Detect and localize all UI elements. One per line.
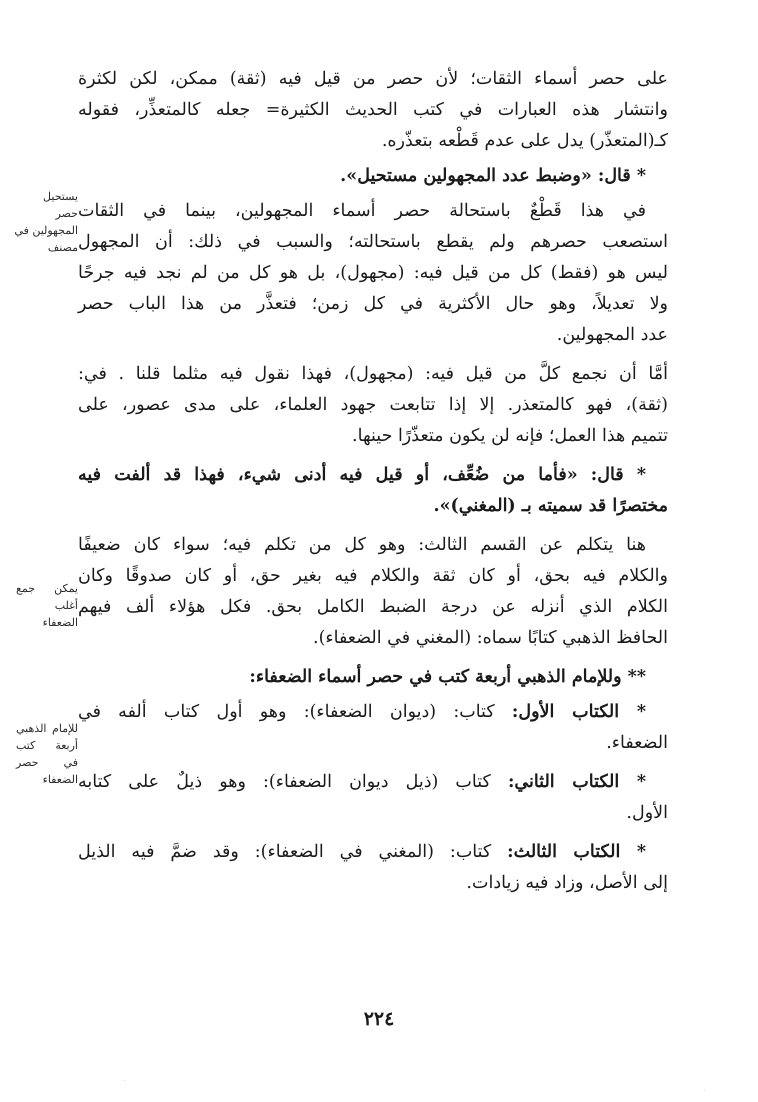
book-cont: إلى الأصل، وزاد فيه زيادات. [466, 873, 668, 893]
margin-note-line: أغلب [54, 599, 78, 612]
text-line: هنا يتكلم عن القسم الثالث: وهو كل من تكلم فيه؛ سواء كان ضعيفًا [78, 535, 646, 555]
margin-note-dhahabi-books [16, 720, 78, 788]
paragraph-3 [78, 359, 668, 452]
text-line: على حصر أسماء الثقات؛ لأن حصر من قيل فيه (ثقة) ممكن، لكن لكثرة [78, 69, 668, 89]
book-line [78, 697, 668, 728]
text-line: أمَّا أن نجمع كلَّ من قيل فيه: (مجهول)، فهذا نقول فيه مثلما قلنا . في: [78, 364, 668, 384]
book-text: كتاب: (المغني في الضعفاء): وقد ضمَّ فيه الذيل [78, 842, 508, 862]
margin-note-line: الضعفاء [42, 773, 78, 786]
quote-1 [78, 161, 668, 192]
margin-note-weak-narrators [16, 580, 78, 631]
margin-note-line: مصنف [47, 241, 78, 254]
book-line [78, 767, 668, 798]
text-line: كـ(المتعذّر) يدل على عدم قَطْعه بتعذّره. [381, 131, 668, 151]
book-label: * الكتاب الأول: [511, 702, 646, 722]
scan-speck [124, 1080, 125, 1081]
margin-note-line: الضعفاء [42, 616, 78, 629]
book-text: كتاب (ذيل ديوان الضعفاء): وهو ذيلٌ على كتابه [78, 772, 508, 792]
margin-note-line: أربعة كتب [16, 739, 78, 752]
book-cont: الأول. [626, 803, 668, 823]
margin-note-line: حصر [55, 207, 78, 220]
section-heading [78, 662, 668, 693]
text-line: وانتشار هذه العبارات في كتب الحديث الكثيرة= جعله كالمتعذِّر، فقوله [78, 100, 668, 120]
text-line: تتميم هذا العمل؛ فإنه لن يكون متعذّرًا حينها. [352, 426, 668, 446]
book-label: * الكتاب الثاني: [507, 772, 647, 792]
paragraph-2 [78, 196, 668, 351]
text-line: الحافظ الذهبي كتابًا سماه: (المغني في الضعفاء). [313, 628, 668, 648]
book-label: * الكتاب الثالث: [507, 842, 646, 862]
page-number: ٢٢٤ [363, 1008, 395, 1030]
quote-2 [78, 460, 668, 522]
text-line: ليس هو (فقط) كل من قيل فيه: (مجهول)، بل هو كل من لم نجد فيه جرحًا [78, 263, 668, 283]
quote-line: * قال: «وضبط عدد المجهولين مستحيل». [340, 166, 646, 186]
paragraph-4 [78, 530, 668, 654]
book-2 [78, 767, 668, 829]
book-1 [78, 697, 668, 759]
text-line: عدد المجهولين. [556, 325, 668, 345]
text-line: الكلام الذي أنزله عن درجة الضبط الكامل بحق. فكل هؤلاء ألف فيهم [78, 597, 669, 617]
paragraph-1 [78, 64, 668, 157]
text-line: (ثقة)، فهو كالمتعذر. إلا إذا تتابعت جهود العلماء، على مدى عصور، على [78, 395, 668, 415]
heading-line: ** وللإمام الذهبي أربعة كتب في حصر أسماء الضعفاء: [249, 667, 646, 687]
main-text [78, 64, 668, 899]
text-line: والكلام فيه بحق، أو كان ثقة والكلام فيه بغير حق، أو كان صدوقًا وكان [78, 566, 668, 586]
book-3 [78, 837, 668, 899]
book-line [78, 837, 668, 868]
margin-note-line: يستحيل [43, 190, 78, 203]
margin-note-line: يمكن جمع [16, 582, 78, 595]
scan-speck [704, 1090, 705, 1091]
quote-line: * قال: «فأما من ضُعِّف، أو قيل فيه أدنى شيء، فهذا قد ألفت فيه [78, 465, 646, 485]
margin-note-line: في حصر [16, 756, 78, 769]
text-line: ولا تعديلاً، وهو حال الأكثرية في كل زمن؛ فتعذَّر من هذا الباب حصر [78, 294, 668, 314]
margin-note-line: المجهولين في [14, 224, 78, 237]
text-line: في هذا قَطْعٌ باستحالة حصر أسماء المجهولين، بينما في الثقات [78, 201, 646, 221]
book-cont: الضعفاء. [606, 733, 668, 753]
margin-note-line: للإمام الذهبي [16, 722, 78, 735]
text-line: استصعب حصرهم ولم يقطع باستحالته؛ والسبب في ذلك: أن المجهول [78, 232, 668, 252]
book-text: كتاب: (ديوان الضعفاء): وهو أول كتاب ألفه في [78, 702, 512, 722]
quote-line: مختصرًا قد سميته بـ (المغني)». [433, 496, 668, 516]
margin-note-unknown-narrators [16, 188, 78, 256]
